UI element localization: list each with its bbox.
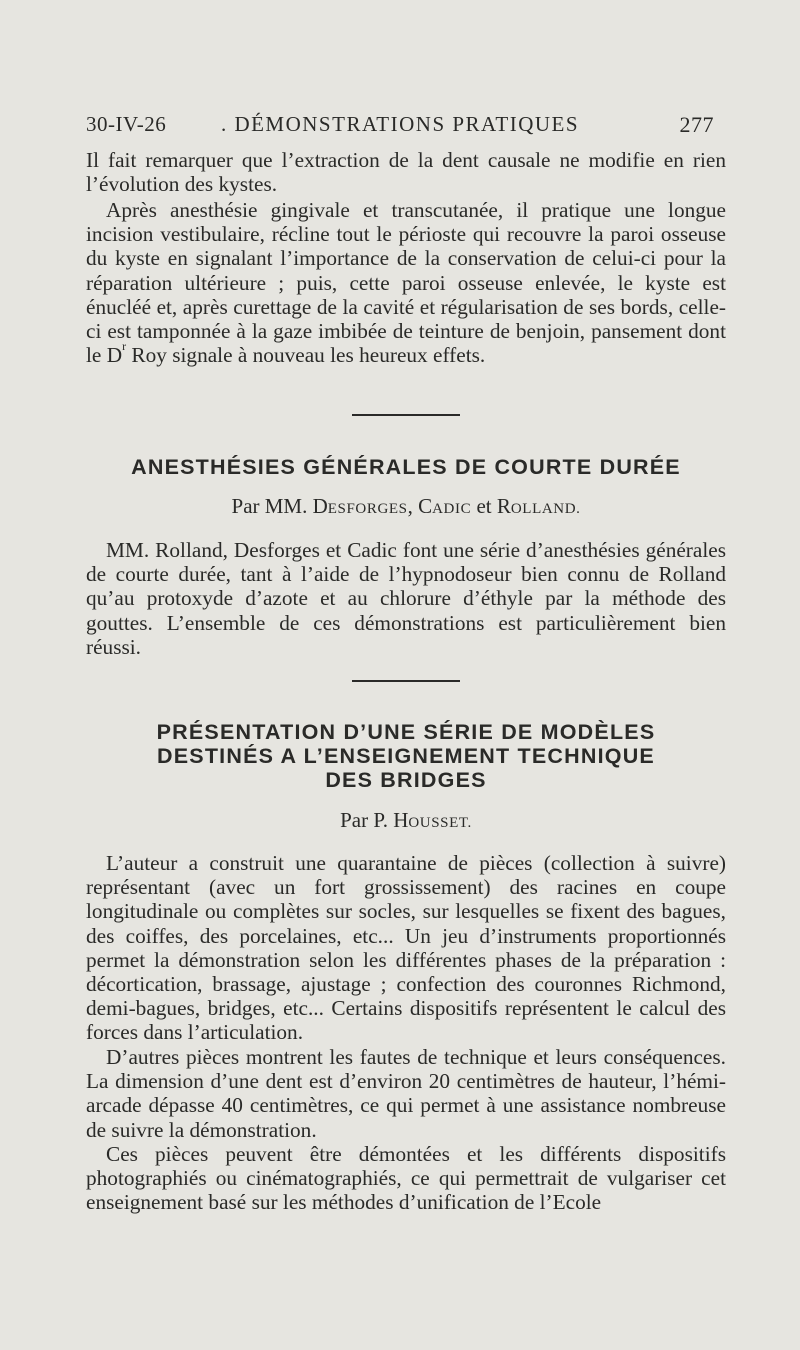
header-title: . DÉMONSTRATIONS PRATIQUES	[220, 112, 580, 136]
paragraph-anesthesies: MM. Rolland, Desforges et Cadic font une série d’anesthésies générales de courte durée, tant à l’aide de l’hypnodoseur bien connu de Rolland qu’au protoxyde d’azote et au chlorure d’éthyle par la méthode des gouttes. L’ensemble de ces démonstrations est particulièrement bien réussi.	[86, 538, 726, 659]
running-head	[86, 112, 714, 142]
paragraph-quarantaine: L’auteur a construit une quarantaine de pièces (collection à suivre) représentant (avec un fort grossissement) des racines en coupe longitudinale ou complètes sur socles, sur lesquelles se fixent des bagues, des coiffes, des porcelaines, etc... Un jeu d’instruments proportionnés permet la démonstration selon les différentes phases de la préparation : décortication, brassage, ajustage ; confection des couronnes Richmond, demi-bagues, bridges, etc... Certains dispositifs représentent le calcul des forces dans l’articulation.	[86, 851, 726, 1045]
heading-anesthesies: ANESTHÉSIES GÉNÉRALES DE COURTE DURÉE	[131, 455, 681, 479]
page-number: 277	[679, 112, 714, 137]
byline-anesthesies: Par MM. DESFORGES, CADIC et ROLLAND.	[231, 494, 581, 518]
header-date: 30-IV-26	[86, 112, 167, 136]
heading-presentation: PRÉSENTATION D’UNE SÉRIE DE MODÈLES DESTINÉS A L’ENSEIGNEMENT TECHNIQUE DES BRIDGES	[156, 720, 656, 792]
section-divider-2	[352, 680, 460, 682]
paragraph-anesthesie-kyste: Après anesthésie gingivale et transcutanée, il pratique une longue incision vestibulaire, récline tout le périoste qui recouvre la paroi osseuse du kyste en signalant l’importance de la conservation de celui-ci pour la réparation ultérieure ; puis, cette paroi osseuse enlevée, le kyste est énucléé et, après curettage de la cavité et régularisation de ses bords, celle-ci est tamponnée à la gaze imbibée de teinture de benjoin, pansement dont le $D^r$ Roy signale à nouveau les heureux effets.	[86, 198, 726, 368]
byline-housset: Par P. HOUSSET.	[340, 808, 472, 832]
paragraph-fautes-technique: D’autres pièces montrent les fautes de technique et leurs conséquences. La dimension d’une dent est d’environ 20 centimètres de hauteur, l’hémi-arcade dépasse 40 centimètres, ce qui permet à une assistance nombreuse de suivre la démonstration.	[86, 1045, 726, 1142]
paragraph-demontees: Ces pièces peuvent être démontées et les différents dispositifs photographiés ou cinématographiés, ce qui permettrait de vulgariser cet enseignement basé sur les méthodes d’unification de l’Ecole	[86, 1142, 726, 1215]
section-divider	[352, 414, 460, 416]
paragraph-extraction: Il fait remarquer que l’extraction de la dent causale ne modifie en rien l’évolution des kystes.	[86, 148, 726, 197]
